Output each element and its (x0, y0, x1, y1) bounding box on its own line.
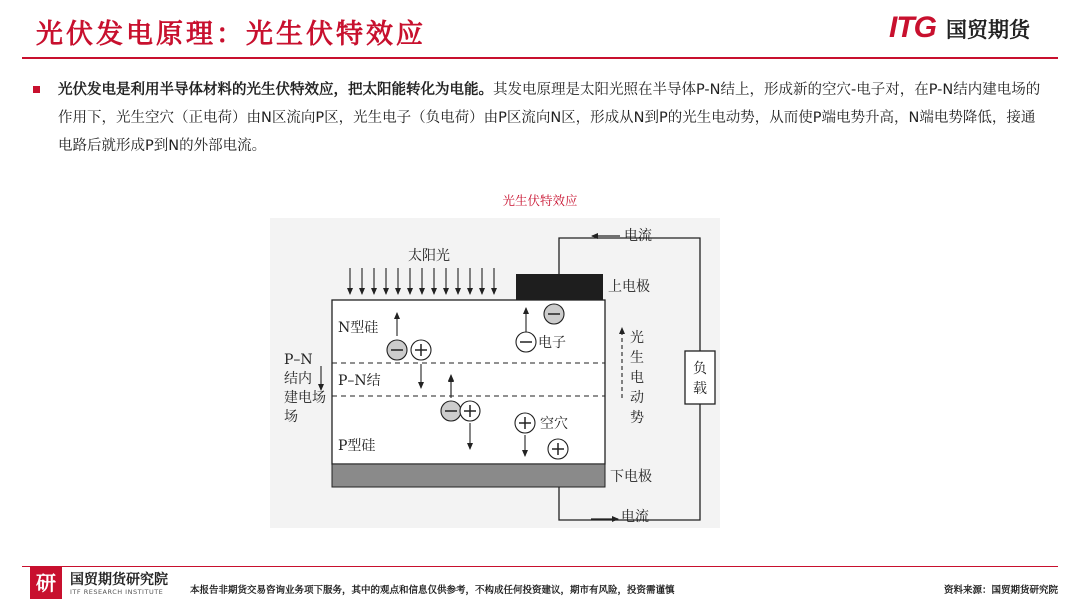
field-label-line2: 结内 (284, 371, 312, 387)
field-label-line4: 场 (284, 409, 298, 425)
footer-divider (22, 566, 1058, 567)
disclaimer-text: 本报告非期货交易咨询业务项下服务，其中的观点和信息仅供参考，不构成任何投资建议，期市有风险，投资需谨慎 (190, 585, 675, 596)
field-label-line1: P–N (284, 352, 313, 368)
hole-label: 空穴 (540, 416, 568, 432)
photovoltaic-effect-diagram (270, 218, 720, 528)
emf-char-2: 生 (630, 350, 644, 366)
header-divider (22, 57, 1058, 59)
figure-title: 光生伏特效应 (502, 193, 578, 208)
p-type-label: P型硅 (338, 438, 376, 454)
n-type-label: N型硅 (338, 320, 379, 336)
institute-seal-icon: 研 (30, 567, 62, 599)
institute-english-name: ITF RESEARCH INSTITUTE (70, 588, 164, 596)
emf-char-4: 动 (630, 390, 644, 406)
bottom-electrode-label: 下电极 (610, 469, 652, 485)
sunlight-label: 太阳光 (408, 248, 450, 264)
pn-junction-label: P–N结 (338, 373, 381, 389)
bottom-electrode (332, 464, 605, 487)
load-label-char1: 负 (693, 361, 707, 377)
field-label-line3: 建电场 (284, 390, 326, 406)
current-label-bottom: 电流 (621, 509, 649, 525)
top-electrode (516, 274, 603, 300)
bullet-marker (33, 86, 40, 93)
emf-char-5: 势 (630, 410, 644, 426)
load-label-char2: 载 (693, 381, 707, 397)
electron-label: 电子 (538, 335, 566, 351)
intro-paragraph (58, 76, 1048, 160)
intro-body-text: 其发电原理是太阳光照在半导体P-N结上，形成新的空穴-电子对，在P-N结内建电场的作用下，光生空穴（正电荷）由N区流向P区，光生电子（负电荷）由P区流向N区，形成从N到P的光生电动势，从而使P端电势升高，N端电势降低，接通电路后就形成P到N的外部电流。 (58, 82, 1041, 154)
emf-char-1: 光 (630, 330, 644, 346)
logo-mark: ITG (889, 11, 936, 44)
top-electrode-label: 上电极 (608, 279, 650, 295)
source-note: 资料来源：国贸期货研究院 (943, 585, 1058, 596)
page-title: 光伏发电原理：光生伏特效应 (36, 19, 426, 50)
institute-name: 国贸期货研究院 (70, 572, 168, 588)
logo-name: 国贸期货 (946, 18, 1030, 42)
page-header (0, 0, 1080, 62)
intro-bold-text: 光伏发电是利用半导体材料的光生伏特效应，把太阳能转化为电能。 (58, 82, 493, 98)
current-label-top: 电流 (624, 228, 652, 244)
emf-char-3: 电 (630, 370, 644, 386)
